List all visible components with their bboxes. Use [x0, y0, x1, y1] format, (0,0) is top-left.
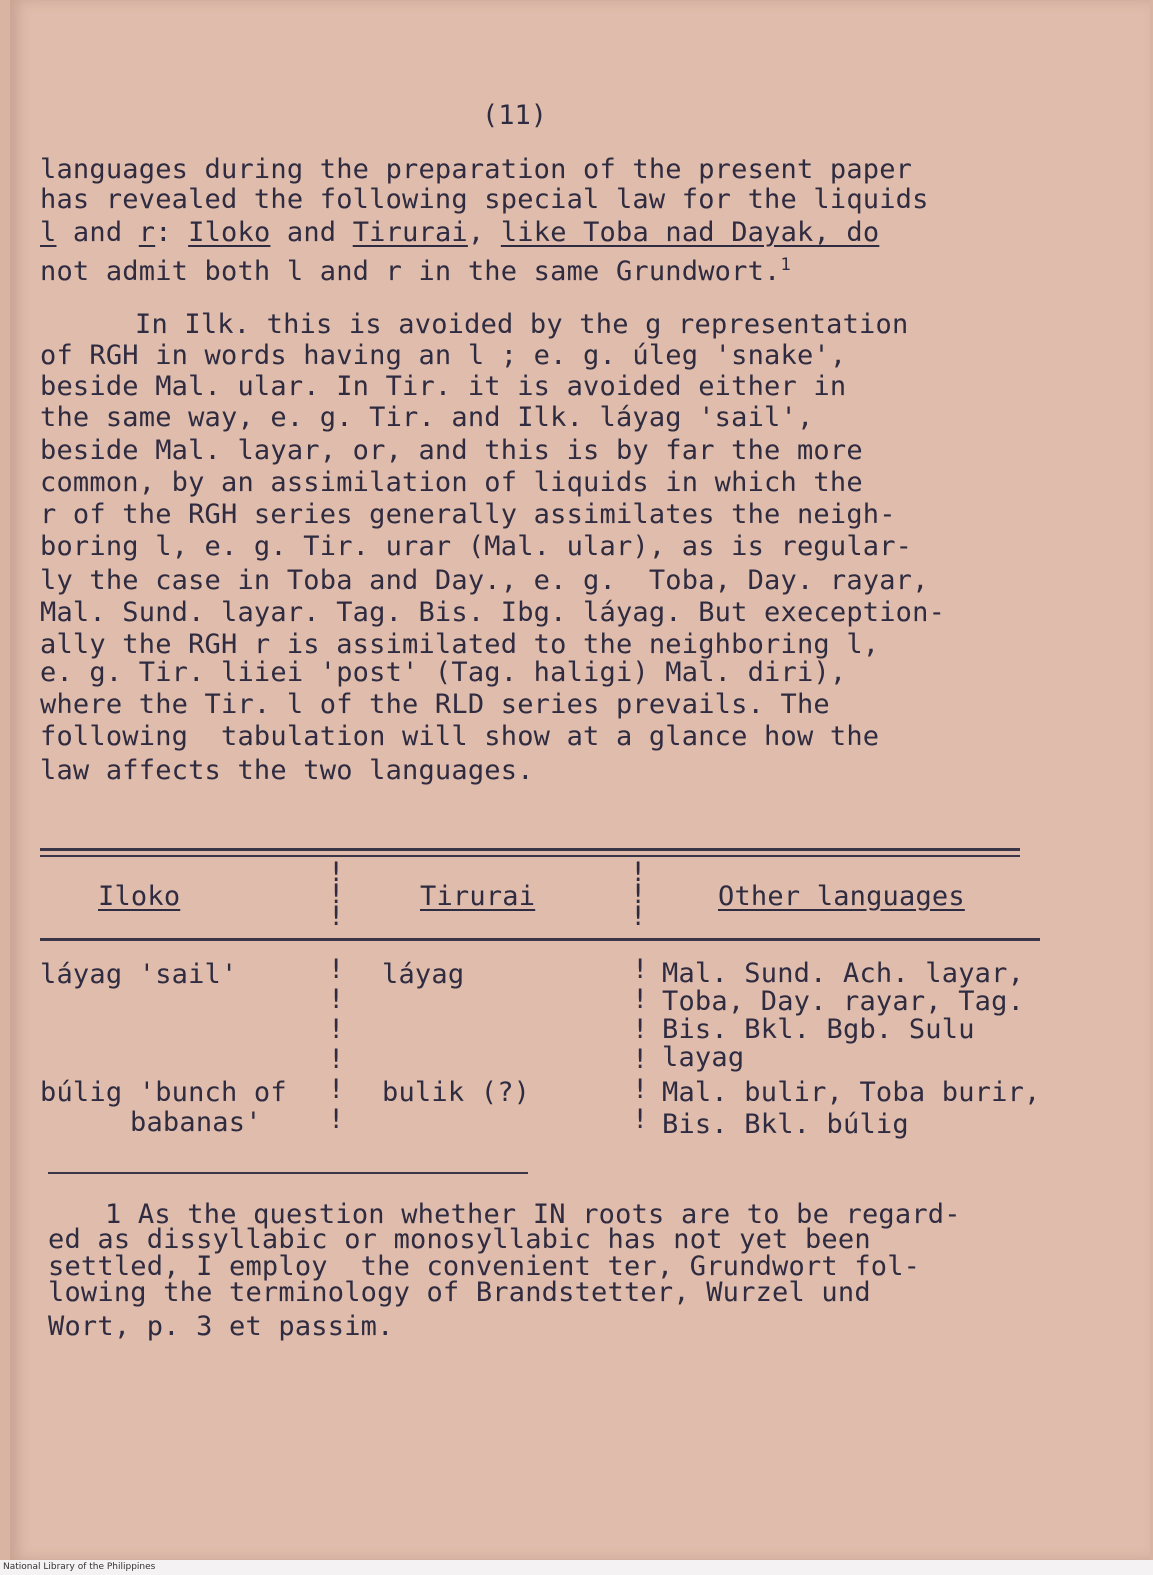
text-line: r of the RGH series generally assimilates the neigh-	[40, 499, 896, 530]
footnote-line: lowing the terminology of Brandstetter, Wurzel und	[48, 1277, 871, 1308]
column-separator: ! ! !	[630, 857, 647, 932]
footnote-line: ed as dissyllabic or monosyllabic has not yet been	[48, 1224, 871, 1255]
text-line: boring l, e. g. Tir. urar (Mal. ular), as is regular-	[40, 531, 913, 562]
cell-tirurai: bulik (?)	[382, 1077, 531, 1108]
document-page	[10, 0, 1150, 1560]
text-line: ly the case in Toba and Day., e. g. Toba, Day. rayar,	[40, 565, 929, 596]
cell-tirurai: láyag	[382, 959, 465, 990]
text-line: the same way, e. g. Tir. and Ilk. láyag 'sail',	[40, 402, 814, 433]
text-line: e. g. Tir. liiei 'post' (Tag. haligi) Mal. diri),	[40, 657, 847, 688]
cell-other: Bis. Bkl. búlig	[662, 1109, 909, 1140]
page-number: (11)	[482, 100, 548, 131]
column-separator: ! ! !	[328, 857, 345, 932]
text-line: common, by an assimilation of liquids in which the	[40, 467, 863, 498]
cell-other: Bis. Bkl. Bgb. Sulu	[662, 1014, 975, 1045]
text-line: has revealed the following special law for the liquids	[40, 184, 929, 215]
footnote-marker: 1	[780, 255, 791, 275]
header-tirurai: Tirurai	[420, 881, 536, 912]
column-separator: ! ! ! ! ! !	[328, 954, 345, 1135]
text-line: of RGH in words having an l ; e. g. úleg 'snake',	[40, 340, 847, 371]
table-top-rule	[40, 848, 1020, 851]
text-line: beside Mal. ular. In Tir. it is avoided either in	[40, 371, 847, 402]
cell-iloko: babanas'	[130, 1107, 262, 1138]
cell-iloko: láyag 'sail'	[40, 959, 238, 990]
cell-other: layag	[662, 1042, 745, 1073]
footnote-line: settled, I employ the convenient ter, Grundwort fol-	[48, 1251, 921, 1282]
text-line: l and r: Iloko and Tirurai, like Toba nad Dayak, do	[40, 217, 880, 248]
column-separator: ! ! ! ! ! !	[632, 954, 649, 1135]
text-line: Mal. Sund. layar. Tag. Bis. Ibg. láyag. But exeception-	[40, 597, 946, 628]
cell-iloko: búlig 'bunch of	[40, 1077, 287, 1108]
table-header-rule	[40, 938, 1040, 941]
cell-other: Mal. Sund. Ach. layar, Toba, Day. rayar, Tag.	[662, 958, 1025, 1017]
library-credit: National Library of the Philippines	[0, 1560, 1153, 1575]
text-line: languages during the preparation of the present paper	[40, 154, 913, 185]
table-top-rule-2	[40, 855, 1020, 857]
text-line: where the Tir. l of the RLD series prevails. The	[40, 689, 830, 720]
text-line: not admit both l and r in the same Grundwort.$^1$	[40, 255, 791, 287]
footnote-rule	[48, 1172, 528, 1174]
text-line: beside Mal. layar, or, and this is by far the more	[40, 435, 863, 466]
text-line: In Ilk. this is avoided by the g representation	[135, 309, 909, 340]
header-iloko: Iloko	[98, 881, 181, 912]
footnote-line: 1 As the question whether IN roots are to be regard-	[105, 1199, 961, 1230]
text-line: ally the RGH r is assimilated to the neighboring l,	[40, 629, 880, 660]
text-line: law affects the two languages.	[40, 755, 534, 786]
header-other-languages: Other languages	[718, 881, 965, 912]
cell-other: Mal. bulir, Toba burir,	[662, 1077, 1041, 1108]
text-line: following tabulation will show at a glance how the	[40, 721, 880, 752]
footnote-line: Wort, p. 3 et passim.	[48, 1311, 394, 1342]
